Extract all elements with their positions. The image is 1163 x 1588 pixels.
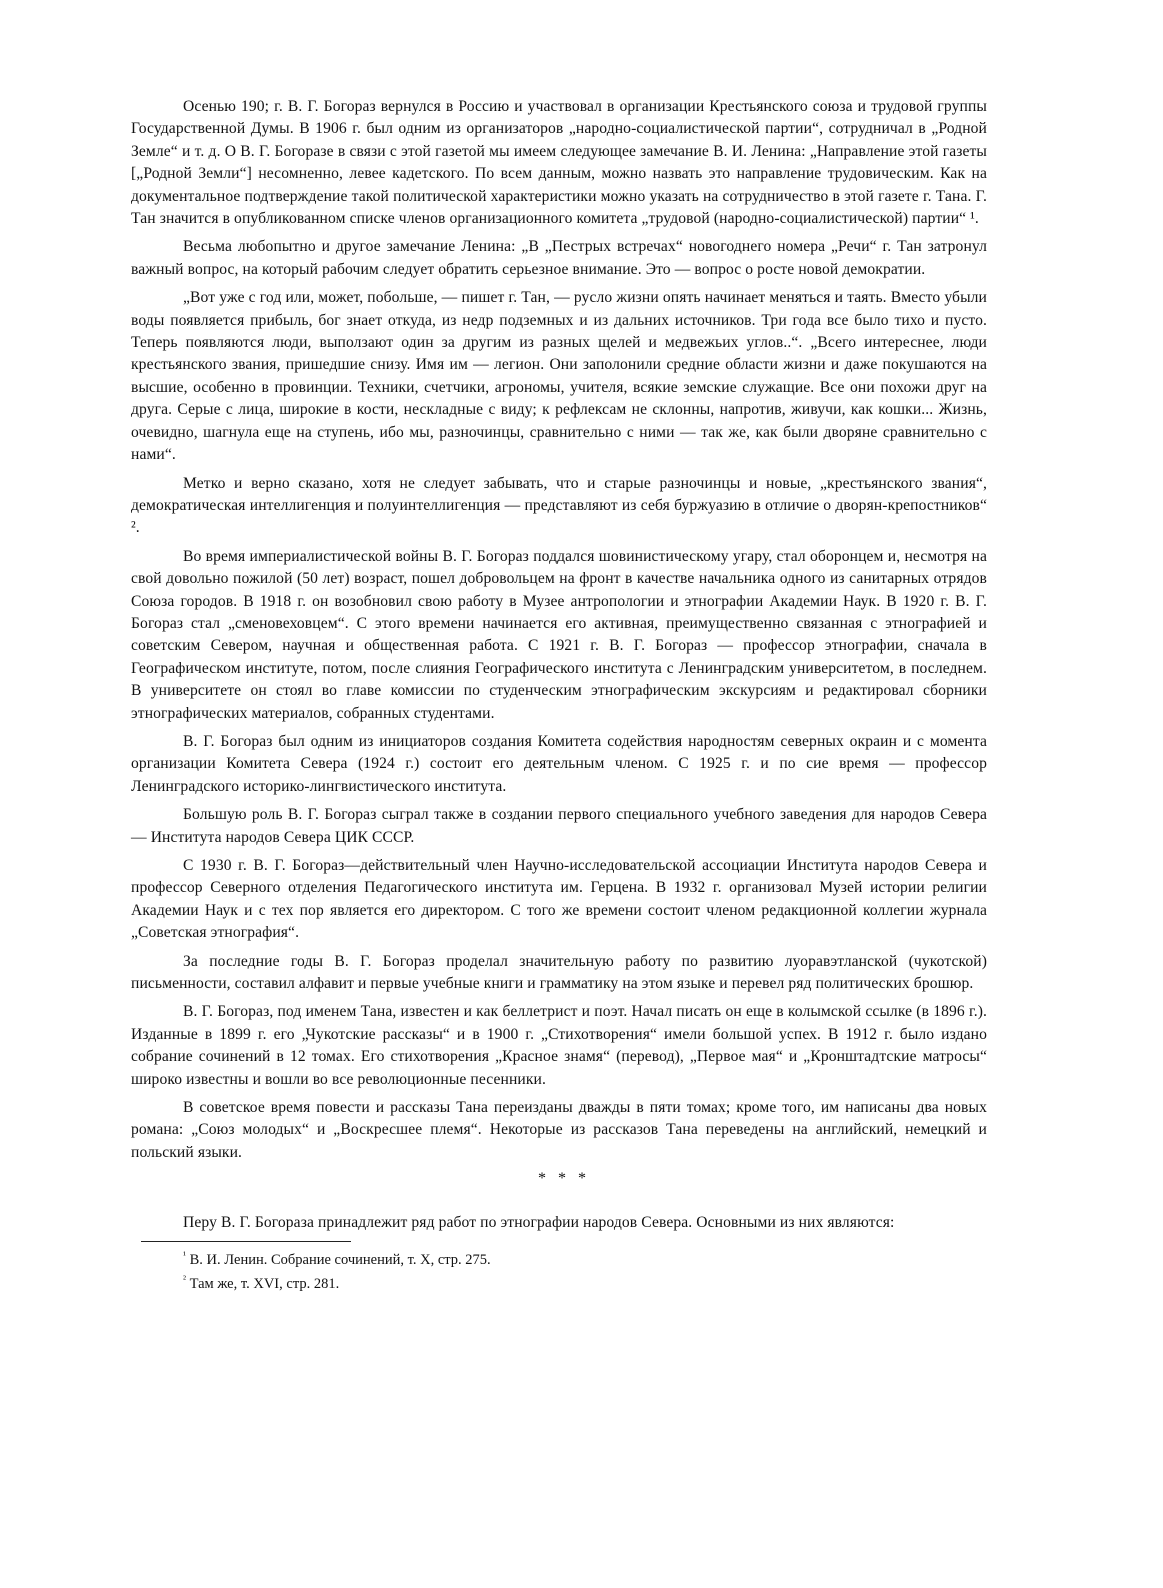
closing-paragraph: Перу В. Г. Богораза принадлежит ряд работ по этнографии народов Севера. Основными из них являются: bbox=[183, 1214, 895, 1232]
footnote-1 bbox=[183, 1246, 987, 1270]
paragraph-1: Осенью 190; г. В. Г. Богораз вернулся в Россию и участвовал в организации Крестьянского союза и трудовой группы Государственной Думы. В 1906 г. был одним из организаторов „народно-социалистической партии“, сотрудничал в „Родной Земле“ и т. д. О В. Г. Богоразе в связи с этой газетой мы имеем следующее замечание В. И. Ленина: „Направление этой газеты [„Родной Земли“] несомненно, левее кадетского. По всем данным, можно назвать это направление трудовическим. Как на документальное подтверждение такой политической характеристики можно указать на сотрудничество в этой газете г. Тана. Г. Тан значится в опубликованном списке членов организационного комитета „трудовой (народно-социалистической) партии“ ¹. bbox=[131, 98, 987, 228]
footnote-divider bbox=[141, 1241, 351, 1242]
paragraph-8: С 1930 г. В. Г. Богораз—действительный член Научно-исследовательской ассоциации Института народов Севера и профессор Северного отделения Педагогического института им. Герцена. В 1932 г. организовал Музей истории религии Академии Наук и с тех пор является его директором. С того же времени состоит членом редакционной коллегии журнала „Советская этнография“. bbox=[131, 857, 987, 942]
paragraph-2: Весьма любопытно и другое замечание Ленина: „В „Пестрых встречах“ новогоднего номера „Речи“ г. Тан затронул важный вопрос, на который рабочим следует обратить серьезное внимание. Это — вопрос о росте новой демократии. bbox=[131, 238, 987, 278]
paragraph-11: В советское время повести и рассказы Тана переизданы дважды в пяти томах; кроме того, им написаны два новых романа: „Союз молодых“ и „Воскресшее племя“. Некоторые из рассказов Тана переведены на английский, немецкий и польский языки. bbox=[131, 1099, 987, 1161]
document-page bbox=[131, 96, 987, 1293]
paragraph-3: „Вот уже с год или, может, побольше, — пишет г. Тан, — русло жизни опять начинает меняться и таять. Вместо убыли воды появляется прибыль, бог знает откуда, из недр подземных и из дальних источников. Три года все было тихо и пусто. Теперь появляются люди, выползают один за другим из разных щелей и медвежьих углов..“. „Всего интереснее, люди крестьянского звания, пришедшие снизу. Имя им — легион. Они заполонили средние области жизни и даже покушаются на высшие, особенно в провинции. Техники, счетчики, агрономы, учителя, всякие земские служащие. Все они похожи друг на друга. Серые с лица, широкие в кости, нескладные с виду; к рефлексам не склонны, напротив, живучи, как кошки... Жизнь, очевидно, шагнула еще на ступень, ибо мы, разночинцы, сравнительно с ними — так же, как были дворяне сравнительно с нами“. bbox=[131, 289, 987, 464]
section-separator: * * * bbox=[538, 1170, 590, 1188]
paragraph-5: Во время империалистической войны В. Г. Богораз поддался шовинистическому угару, стал оборонцем и, несмотря на свой довольно пожилой (50 лет) возраст, пошел добровольцем на фронт в качестве начальника одного из санитарных отрядов Союза городов. В 1918 г. он возобновил свою работу в Музее антропологии и этнографии Академии Наук. В 1920 г. В. Г. Богораз стал „сменовеховцем“. С этого времени начинается его активная, преимущественно связанная с этнографией и советским Севером, научная и общественная работа. С 1921 г. В. Г. Богораз — профессор этнографии, сначала в Географическом институте, потом, после слияния Географического института с Ленинградским университетом, в последнем. В университете он стоял во главе комиссии по студенческим этнографическим экскурсиям и редактировал сборники этнографических материалов, собранных студентами. bbox=[131, 547, 987, 722]
footnote-text: Там же, т. XVI, стр. 281. bbox=[189, 1275, 340, 1292]
paragraph-9: За последние годы В. Г. Богораз проделал значительную работу по развитию луоравэтланской (чукотской) письменности, составил алфавит и первые учебные книги и грамматику на этом языке и перевел ряд политических брошюр. bbox=[131, 952, 987, 993]
paragraph-7: Большую роль В. Г. Богораз сыграл также в создании первого специального учебного заведения для народов Севера — Института народов Севера ЦИК СССР. bbox=[131, 806, 987, 846]
paragraph-10: В. Г. Богораз, под именем Тана, известен и как беллетрист и поэт. Начал писать он еще в колымской ссылке (в 1896 г.). Изданные в 1899 г. его „Чукотские рассказы“ и в 1900 г. „Стихотворения“ имели большой успех. В 1912 г. было издано собрание сочинений в 12 томах. Его стихотворения „Красное знамя“ (перевод), „Первое мая“ и „Кронштадтские матросы“ широко известны и вошли во все революционные песенники. bbox=[131, 1003, 987, 1088]
footnote-mark: ¹ bbox=[183, 1249, 186, 1261]
footnote-text: В. И. Ленин. Собрание сочинений, т. X, стр. 275. bbox=[189, 1251, 491, 1268]
footnote-mark: ² bbox=[183, 1273, 186, 1285]
paragraph-6: В. Г. Богораз был одним из инициаторов создания Комитета содействия народностям северных окраин и с момента организации Комитета Севера (1924 г.) состоит его деятельным членом. С 1925 г. и по сие время — профессор Ленинградского историко-лингвистического института. bbox=[131, 732, 987, 795]
paragraph-4: Метко и верно сказано, хотя не следует забывать, что и старые разночинцы и новые, „крестьянского звания“, демократическая интеллигенция и полуинтеллигенция — представляют из себя буржуазию в отличие о дворян-крепостников“ ². bbox=[131, 474, 987, 537]
footnote-2 bbox=[183, 1270, 987, 1294]
